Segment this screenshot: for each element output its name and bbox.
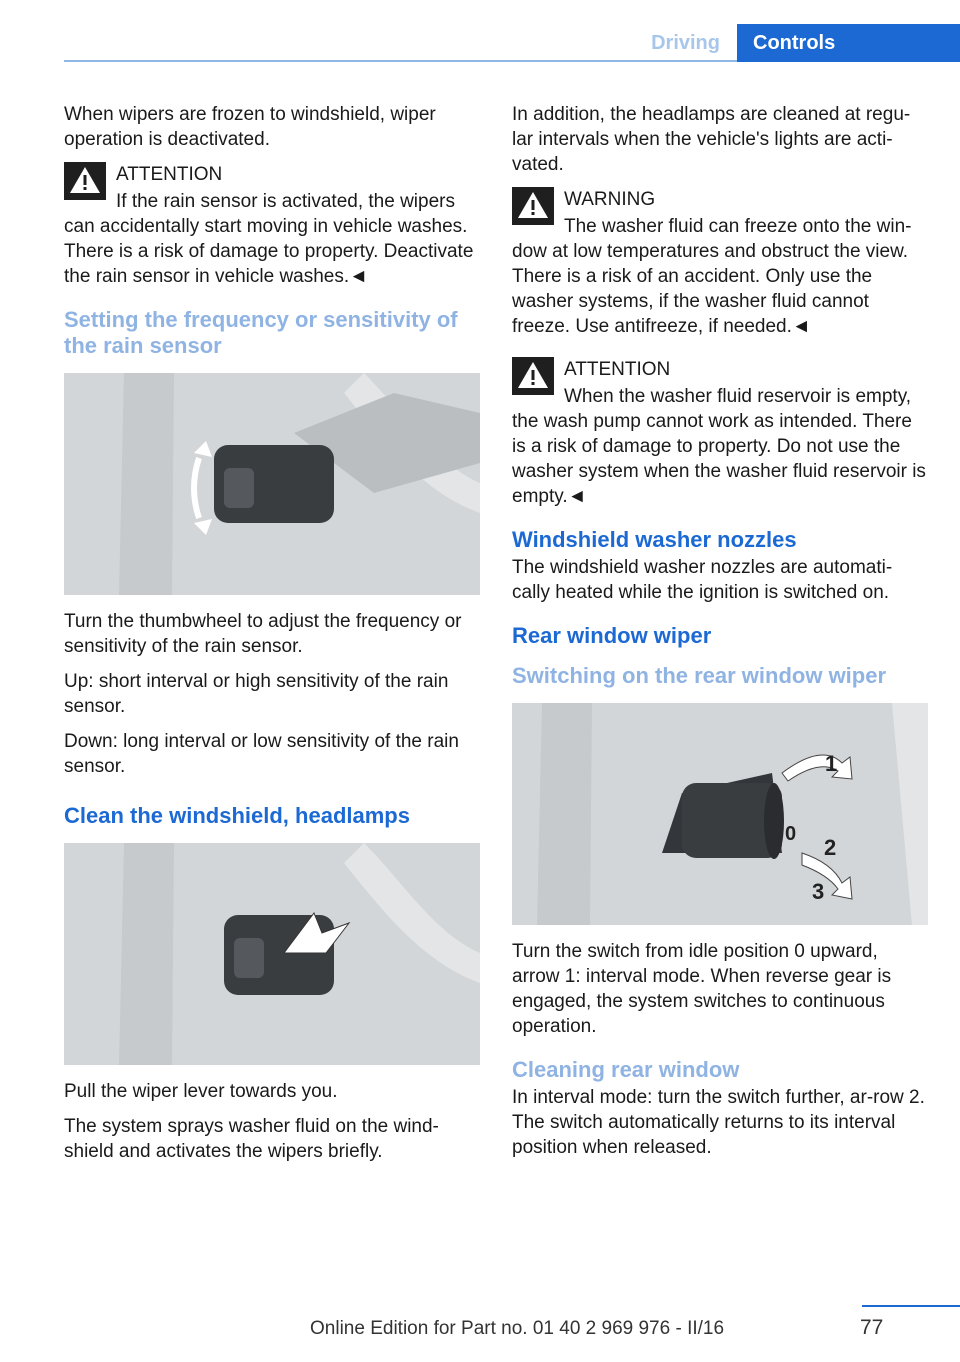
- thumbwheel-image: [64, 373, 480, 595]
- header-chapter-tab[interactable]: Controls: [737, 24, 960, 62]
- attention-title-2: ATTENTION: [564, 359, 671, 380]
- pull-lever-text: Pull the wiper lever towards you.: [64, 1081, 338, 1102]
- right-column: [512, 102, 928, 1170]
- attention-box: [64, 162, 480, 289]
- warning-box: [512, 187, 928, 339]
- warning-triangle-icon: [512, 187, 554, 225]
- rear-wiper-heading: Rear window wiper: [512, 623, 712, 648]
- edition-text: Online Edition for Part no. 01 40 2 969 976 - II/16: [310, 1318, 725, 1339]
- warning-triangle-icon: [512, 357, 554, 395]
- warning-title: WARNING: [564, 189, 656, 210]
- header-section[interactable]: Driving: [651, 32, 720, 54]
- switch-label-0: 0: [785, 823, 797, 845]
- attention-body-2: When the washer fluid reservoir is empty, the wash pump cannot work as intended. There is a risk of damage to property. Do not use the washer system when the washer fluid reservoir is empty.◄: [512, 386, 926, 507]
- wiper-lever-image: [64, 843, 480, 1065]
- switch-label-2: 2: [824, 835, 837, 860]
- left-column: [64, 102, 480, 1174]
- rain-sensor-heading: Setting the frequency or sensitivity of the rain sensor: [64, 307, 458, 358]
- up-text: Up: short interval or high sensitivity of the rain sensor.: [64, 671, 449, 717]
- headlamps-text: In addition, the headlamps are cleaned at regu-lar intervals when the vehicle's lights are acti-vated.: [512, 104, 911, 175]
- warning-triangle-icon: [64, 162, 106, 200]
- attention-box-2: [512, 357, 928, 509]
- rear-wiper-switch-image: [512, 703, 928, 925]
- cleaning-rear-heading: Cleaning rear window: [512, 1057, 740, 1082]
- page-number: 77: [860, 1316, 884, 1339]
- washer-nozzles-heading: Windshield washer nozzles: [512, 527, 797, 552]
- rear-wiper-on-heading: Switching on the rear window wiper: [512, 663, 887, 688]
- sprays-text: The system sprays washer fluid on the wind-shield and activates the wipers briefly.: [64, 1116, 439, 1162]
- page-number-rule: [862, 1305, 960, 1307]
- warning-body: The washer fluid can freeze onto the win-dow at low temperatures and obstruct the view. There is a risk of an accident. Only use the washer systems, if the washer fluid cannot freeze. Use antifreeze, if needed.◄: [512, 216, 912, 337]
- switch-label-1: 1: [825, 751, 838, 776]
- clean-windshield-heading: Clean the windshield, headlamps: [64, 803, 410, 828]
- washer-nozzles-text: The windshield washer nozzles are automati-cally heated while the ignition is switched on.: [512, 557, 893, 603]
- switch-label-3: 3: [812, 879, 825, 904]
- attention-body: If the rain sensor is activated, the wipers can accidentally start moving in vehicle washes. There is a risk of damage to property. Deactivate the rain sensor in vehicle washes.◄: [64, 191, 474, 287]
- down-text: Down: long interval or low sensitivity of the rain sensor.: [64, 731, 459, 777]
- intro-text: When wipers are frozen to windshield, wiper operation is deactivated.: [64, 104, 436, 150]
- turn-switch-text: Turn the switch from idle position 0 upward, arrow 1: interval mode. When reverse gear is engaged, the system switches to continuous operation.: [512, 941, 892, 1037]
- thumbwheel-text: Turn the thumbwheel to adjust the frequency or sensitivity of the rain sensor.: [64, 611, 462, 657]
- cleaning-rear-text: In interval mode: turn the switch further, ar-row 2. The switch automatically returns to its interval position when released.: [512, 1087, 925, 1158]
- attention-title: ATTENTION: [116, 164, 223, 185]
